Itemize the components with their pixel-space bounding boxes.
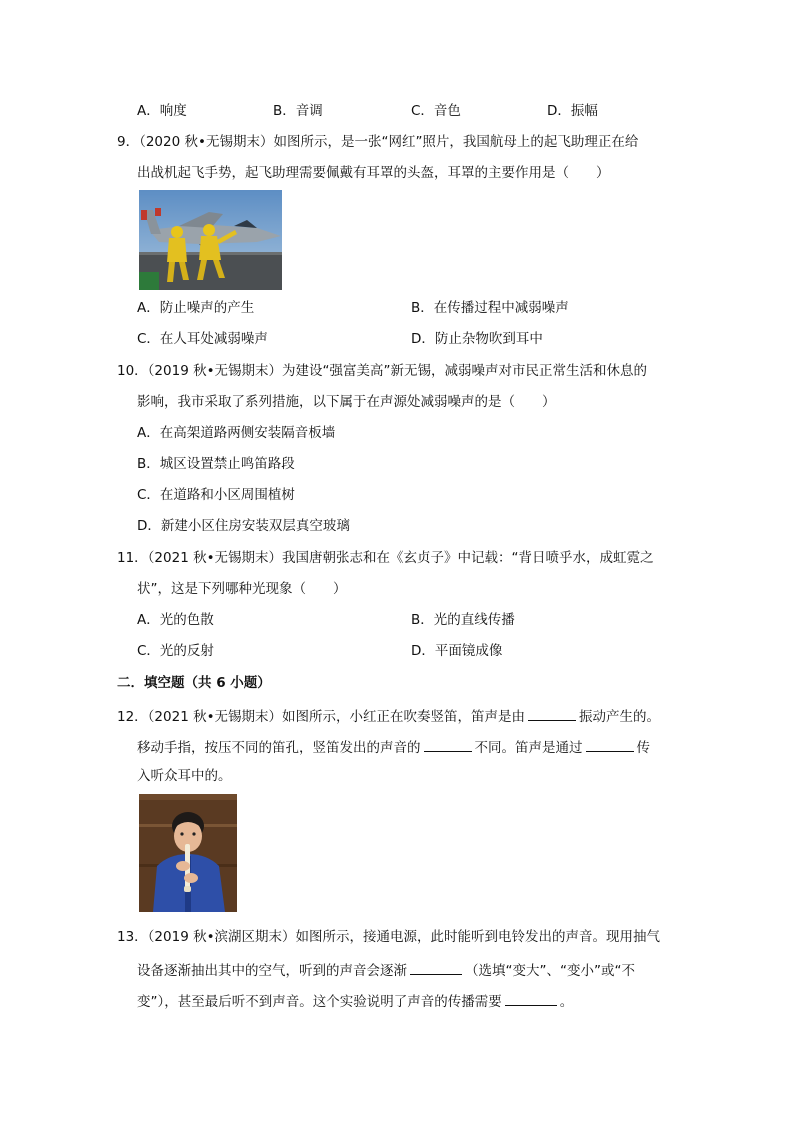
q13-stem-line3 [137, 993, 573, 1010]
q12-stem-line3: 入听众耳中的。 [137, 768, 232, 784]
q9-carrier-jet-photo [139, 190, 282, 290]
q10-option-a: A．在高架道路两侧安装隔音板墙 [137, 425, 336, 441]
q12-blank-3[interactable] [586, 739, 634, 752]
q9-option-a: A．防止噪声的产生 [137, 300, 255, 316]
q13-line2-text-a: 设备逐渐抽出其中的空气，听到的声音会逐渐 [137, 963, 407, 979]
q9-option-b: B．在传播过程中减弱噪声 [411, 300, 569, 316]
q12-blank-1[interactable] [528, 708, 576, 721]
q12-line2-text-b: 不同。笛声是通过 [474, 740, 583, 756]
q12-line2-text-c: 传 [636, 740, 650, 756]
q11-stem-line2: 状”，这是下列哪种光现象（ ） [137, 581, 347, 597]
q12-line1-text-a: 12．（2021 秋•无锡期末）如图所示，小红正在吹奏竖笛，笛声是由 [117, 709, 526, 725]
q9-option-c: C．在人耳处减弱噪声 [137, 331, 268, 347]
q10-option-d: D．新建小区住房安装双层真空玻璃 [137, 518, 350, 534]
q11-option-d: D．平面镜成像 [411, 643, 503, 659]
q8-option-d: D．振幅 [547, 103, 598, 119]
q9-option-d: D．防止杂物吹到耳中 [411, 331, 543, 347]
q8-option-b: B．音调 [273, 103, 323, 119]
q10-option-c: C．在道路和小区周围植树 [137, 487, 295, 503]
q8-option-a: A．响度 [137, 103, 187, 119]
q13-stem-line1: 13．（2019 秋•滨湖区期末）如图所示，接通电源，此时能听到电铃发出的声音。现用抽气 [117, 929, 661, 945]
q12-line2-text-a: 移动手指，按压不同的笛孔，竖笛发出的声音的 [137, 740, 421, 756]
q11-option-a: A．光的色散 [137, 612, 214, 628]
q8-option-c: C．音色 [411, 103, 461, 119]
q13-blank-1[interactable] [410, 962, 462, 975]
q11-option-b: B．光的直线传播 [411, 612, 515, 628]
q10-option-b: B．城区设置禁止鸣笛路段 [137, 456, 295, 472]
q11-option-c: C．光的反射 [137, 643, 214, 659]
q13-blank-2[interactable] [505, 993, 557, 1006]
q12-stem-line1 [117, 708, 660, 725]
q12-blank-2[interactable] [424, 739, 472, 752]
q10-stem-line1: 10．（2019 秋•无锡期末）为建设“强富美高”新无锡，减弱噪声对市民正常生活和休息的 [117, 363, 648, 379]
q12-stem-line2 [137, 739, 650, 756]
section-heading-fill-in: 二．填空题（共 6 小题） [117, 675, 271, 691]
q13-line3-text-a: 变”），甚至最后听不到声音。这个实验说明了声音的传播需要 [137, 994, 502, 1010]
q12-line1-text-b: 振动产生的。 [579, 709, 661, 725]
q12-recorder-boy-photo [139, 794, 237, 912]
q9-stem-line2: 出战机起飞手势，起飞助理需要佩戴有耳罩的头盔，耳罩的主要作用是（ ） [137, 165, 610, 181]
q11-stem-line1: 11．（2021 秋•无锡期末）我国唐朝张志和在《玄贞子》中记载：“背日喷乎水，成虹霓之 [117, 550, 654, 566]
q13-line2-text-b: （选填“变大”、“变小”或“不 [465, 963, 635, 979]
q10-stem-line2: 影响，我市采取了系列措施，以下属于在声源处减弱噪声的是（ ） [137, 394, 556, 410]
q13-stem-line2 [137, 962, 635, 979]
q9-stem-line1: 9．（2020 秋•无锡期末）如图所示，是一张“网红”照片，我国航母上的起飞助理正在给 [117, 134, 639, 150]
q13-line3-text-b: 。 [559, 994, 574, 1010]
